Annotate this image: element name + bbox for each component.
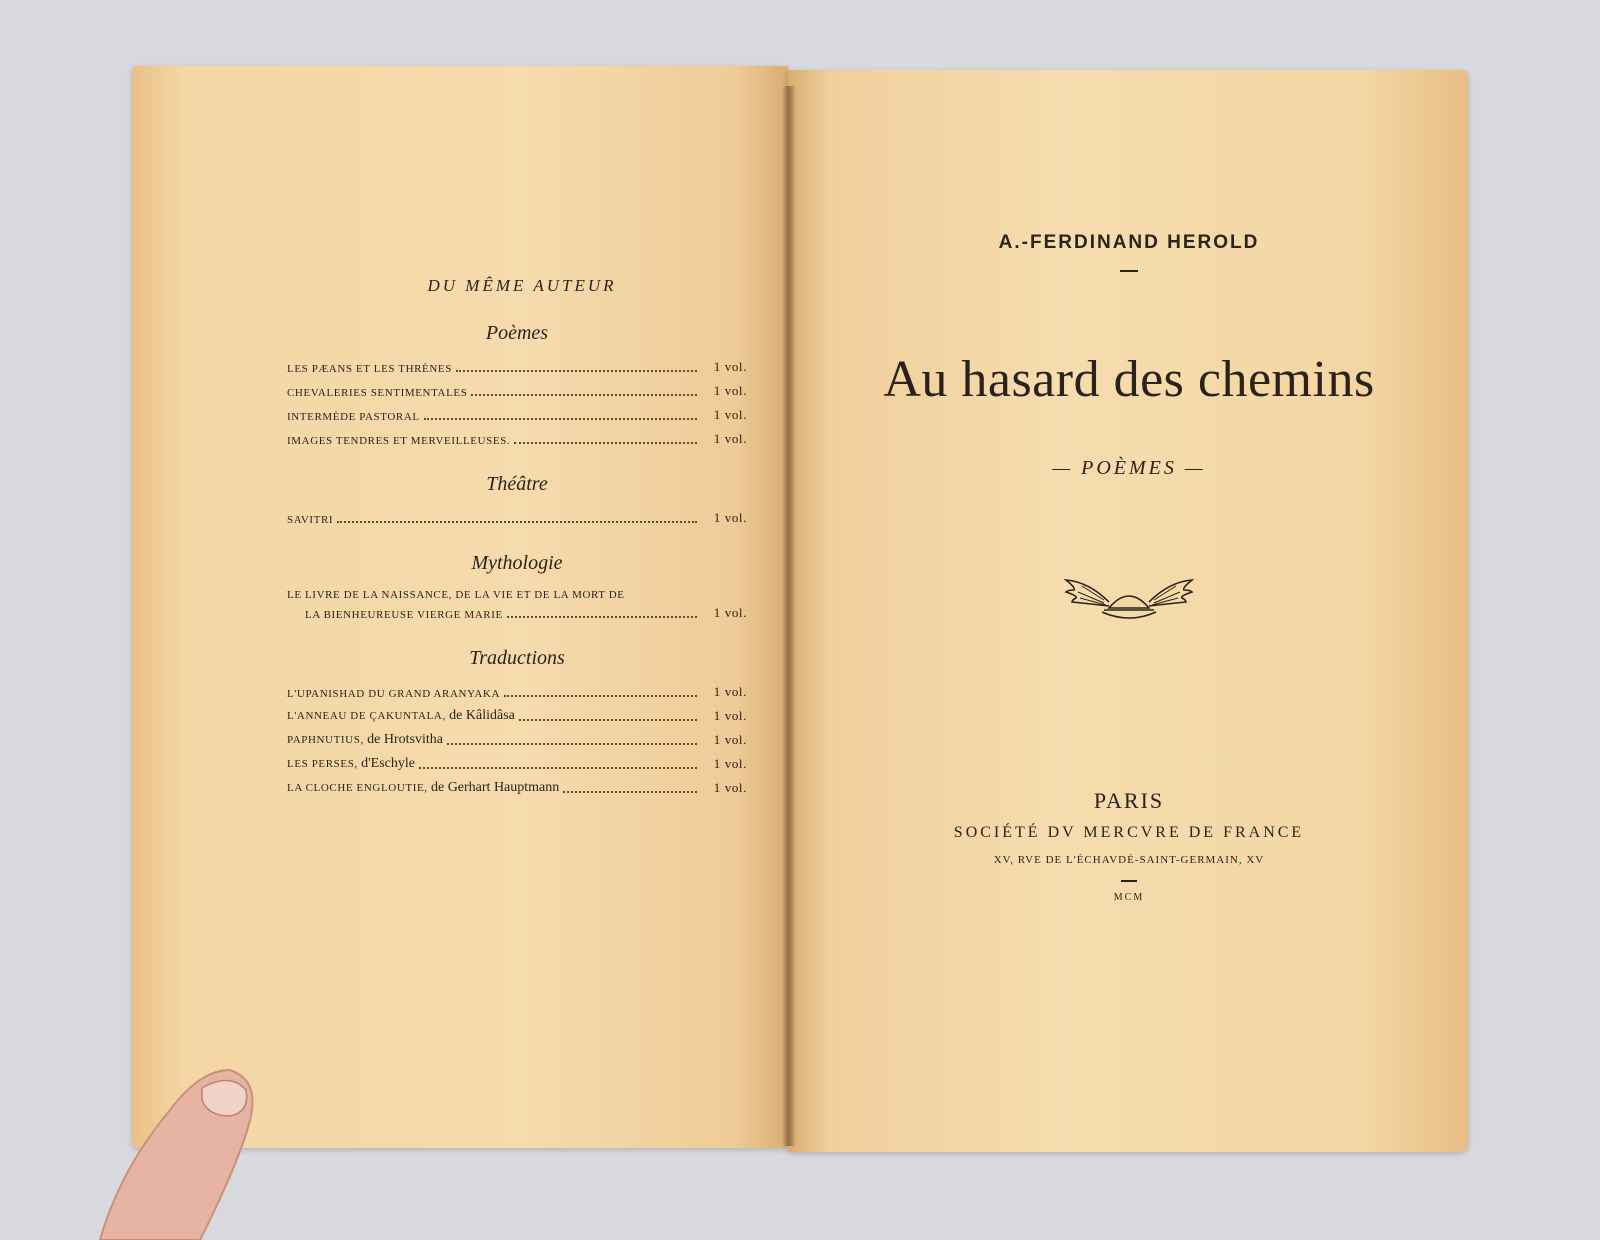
entry-volume: 1 vol.	[713, 359, 747, 374]
publisher-address: XV, RVE DE L'ÉCHAVDÉ-SAINT-GERMAIN, XV	[993, 854, 1265, 866]
list-item	[287, 383, 747, 399]
entry-title: IMAGES TENDRES ET MERVEILLEUSES.	[287, 435, 511, 447]
entry-title	[287, 708, 515, 724]
book-gutter	[782, 86, 796, 1146]
work-title: LES PERSES,	[287, 758, 358, 770]
work-title: L'ANNEAU DE ÇAKUNTALA,	[287, 710, 446, 722]
work-author: de Gerhart Hauptmann	[430, 780, 560, 795]
entry-title: LES PÆANS ET LES THRÈNES	[287, 363, 452, 375]
entry-volume: 1 vol.	[713, 732, 747, 747]
entry-title-line: LE LIVRE DE LA NAISSANCE, DE LA VIE ET DE LA MORT DE	[287, 589, 625, 601]
title-page	[804, 232, 1454, 903]
section-title: Mythologie	[471, 552, 563, 574]
entry-volume: 1 vol.	[713, 708, 747, 723]
work-author: de Hrotsvitha	[367, 732, 443, 747]
section-poemes	[287, 322, 747, 447]
list-item	[287, 510, 747, 526]
leader-dots	[471, 394, 697, 396]
work-author: d'Eschyle	[361, 756, 415, 771]
entry-title	[287, 732, 443, 748]
divider	[1121, 880, 1137, 882]
entry-title	[287, 688, 500, 700]
leader-dots	[504, 695, 697, 697]
list-item	[287, 359, 747, 375]
section-title: Théâtre	[486, 473, 548, 495]
list-item	[287, 756, 747, 772]
entry-volume: 1 vol.	[713, 510, 747, 525]
work-author: de Kâlidâsa	[449, 708, 515, 723]
list-item	[287, 708, 747, 724]
entry-volume: 1 vol.	[713, 605, 747, 620]
work-title: L'UPANISHAD DU GRAND ARANYAKA	[287, 688, 501, 700]
leader-dots	[456, 370, 697, 372]
list-item	[287, 684, 747, 700]
section-title: Traductions	[469, 647, 565, 669]
entry-title: INTERMÈDE PASTORAL	[287, 411, 420, 423]
work-title: PAPHNUTIUS,	[287, 734, 364, 746]
publication-city: PARIS	[1093, 788, 1165, 813]
leader-dots	[337, 521, 697, 523]
entry-volume: 1 vol.	[713, 383, 747, 398]
entry-volume: 1 vol.	[713, 407, 747, 422]
leader-dots	[563, 791, 697, 793]
entry-title	[287, 780, 559, 796]
entry-title: LA BIENHEUREUSE VIERGE MARIE	[305, 609, 503, 621]
finger-icon	[90, 1050, 260, 1240]
list-item	[287, 605, 747, 621]
publisher-name: SOCIÉTÉ DV MERCVRE DE FRANCE	[953, 824, 1305, 841]
publication-year: MCM	[1113, 891, 1145, 903]
list-item	[287, 780, 747, 796]
list-item	[287, 431, 747, 447]
entry-volume: 1 vol.	[713, 431, 747, 446]
entry-volume: 1 vol.	[713, 684, 747, 699]
entry-title	[287, 756, 415, 772]
section-theatre	[287, 473, 747, 526]
divider	[1120, 270, 1138, 272]
right-page	[788, 70, 1468, 1152]
leader-dots	[447, 743, 697, 745]
section-title: Poèmes	[485, 322, 549, 344]
section-traductions	[287, 647, 747, 796]
same-author-list	[287, 276, 747, 822]
work-title: LA CLOCHE ENGLOUTIE,	[287, 782, 428, 794]
leader-dots	[507, 616, 697, 618]
same-author-heading: DU MÊME AUTEUR	[427, 276, 617, 295]
list-item	[287, 732, 747, 748]
leader-dots	[519, 719, 697, 721]
open-book	[132, 66, 1468, 1148]
entry-volume: 1 vol.	[713, 756, 747, 771]
entry-title: SAVITRI	[287, 514, 334, 526]
entry-title: CHEVALERIES SENTIMENTALES	[287, 387, 468, 399]
winged-helmet-icon	[1064, 572, 1194, 622]
list-item	[287, 407, 747, 423]
author-name: A.-FERDINAND HEROLD	[998, 232, 1260, 253]
entry-volume: 1 vol.	[713, 780, 747, 795]
leader-dots	[514, 442, 697, 444]
leader-dots	[419, 767, 697, 769]
section-mythologie	[287, 552, 747, 621]
book-title: Au hasard des chemins	[883, 351, 1375, 408]
leader-dots	[424, 418, 697, 420]
book-subtitle: — POÈMES —	[1052, 457, 1206, 479]
left-page	[132, 66, 788, 1148]
